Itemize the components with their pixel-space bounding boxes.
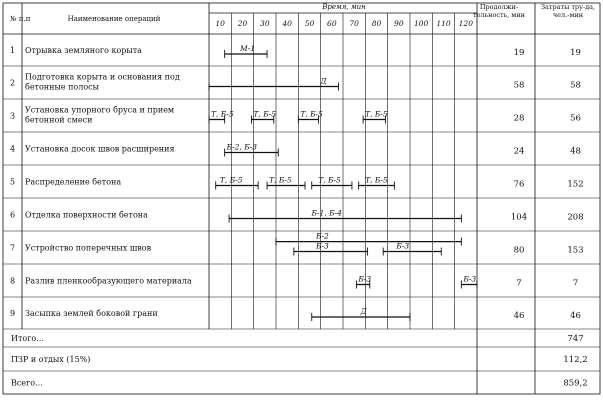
labor-value: 7	[572, 278, 579, 289]
duration-value: 76	[513, 179, 525, 190]
operation-name-line: Подготовка корыта и основания под	[25, 72, 180, 82]
totals-row	[11, 379, 588, 389]
operation-name: Отрывка земляного корыта	[25, 46, 142, 55]
table-row	[10, 143, 581, 157]
col-time-header: Время, мин	[322, 3, 366, 11]
time-tick-label: 100	[414, 19, 429, 28]
table-row	[10, 176, 584, 190]
col-operation-header: Наименование операций	[67, 15, 161, 23]
crew-label: Т, Б-5	[318, 175, 341, 185]
duration-value: 104	[510, 212, 528, 223]
duration-value: 80	[513, 245, 525, 256]
crew-label: М-1	[240, 44, 256, 53]
crew-label: Б-3	[463, 274, 477, 284]
time-tick-label: 110	[436, 19, 451, 28]
table-row	[10, 209, 584, 223]
totals-labor: 859,2	[563, 378, 588, 389]
crew-label: Д	[320, 76, 327, 86]
table-row	[10, 73, 581, 92]
operation-name: Засыпка землей боковой грани	[25, 309, 158, 318]
crew-label: Т, Б-5	[219, 175, 243, 185]
totals-label: Всего...	[11, 378, 43, 388]
time-tick-label: 70	[349, 19, 359, 28]
labor-value: 19	[570, 48, 581, 58]
time-tick-label: 40	[282, 19, 292, 28]
table-totals	[11, 334, 588, 389]
labor-value: 46	[570, 311, 581, 321]
crew-label: Т, Б-5	[300, 109, 323, 119]
row-number: 6	[9, 210, 16, 220]
time-tick-label: 80	[371, 19, 382, 28]
time-axis-ticks	[215, 13, 473, 329]
table-row	[10, 232, 584, 256]
crew-label: Т, Б-5	[365, 175, 388, 185]
row-number: 2	[9, 78, 16, 88]
duration-value: 19	[513, 48, 525, 58]
row-number: 4	[9, 144, 16, 154]
time-tick-label: 60	[327, 19, 337, 28]
totals-label: Итого...	[11, 334, 44, 343]
table-row	[10, 44, 581, 58]
table-grid	[3, 3, 600, 394]
labor-value: 152	[567, 179, 584, 190]
table-row	[10, 106, 581, 125]
duration-value: 46	[513, 311, 525, 321]
col-number-header: № п.п	[10, 15, 31, 23]
operation-name: Распределение бетона	[25, 177, 122, 187]
crew-label: Т, Б-5	[211, 109, 234, 119]
totals-label: ПЗР и отдых (15%)	[11, 355, 91, 364]
labor-value: 58	[570, 80, 581, 91]
totals-labor: 112,2	[563, 355, 588, 365]
row-number: 5	[9, 177, 16, 187]
table-body	[10, 44, 584, 321]
crew-label: Т, Б-5	[365, 109, 388, 119]
time-tick-label: 50	[304, 19, 315, 28]
time-tick-label: 120	[458, 19, 473, 28]
crew-label: Б-2	[315, 231, 329, 241]
row-number: 7	[9, 243, 16, 253]
operation-name: Отделка поверхности бетона	[25, 210, 148, 220]
time-tick-label: 20	[237, 19, 248, 28]
labor-value: 48	[570, 146, 581, 157]
duration-value: 58	[513, 80, 525, 91]
col-labor-header: Затраты тру-да, чел.-мин	[540, 3, 596, 19]
duration-value: 24	[513, 146, 525, 157]
table-row	[10, 275, 578, 289]
labor-value: 56	[570, 113, 581, 124]
time-tick-label: 10	[215, 19, 225, 28]
operation-name-line: бетонной смеси	[25, 115, 93, 125]
duration-value: 7	[516, 278, 522, 289]
operation-name: Устройство поперечных швов	[25, 243, 152, 253]
totals-row	[11, 355, 588, 365]
crew-label: Б-3	[358, 274, 372, 284]
time-tick-label: 90	[394, 19, 404, 28]
labor-value: 208	[567, 212, 584, 223]
row-number: 1	[9, 46, 16, 55]
time-tick-label: 30	[260, 19, 270, 28]
row-number: 3	[9, 111, 16, 121]
operation-name-line: Установка упорного бруса и прием	[25, 105, 175, 115]
crew-label: Б-3	[396, 241, 410, 251]
table-header	[10, 3, 600, 33]
operation-name: Установка досок швов расширения	[25, 144, 175, 154]
operation-name: Разлив пленкообразующего материала	[25, 276, 192, 286]
crew-label: Б-1, Б-4	[311, 208, 342, 218]
crew-label: Д	[360, 307, 367, 316]
table-row	[10, 307, 581, 321]
duration-value: 28	[513, 113, 525, 124]
totals-labor: 747	[567, 334, 584, 344]
crew-label: Б-2, Б-3	[226, 142, 258, 152]
col-duration-header: Продолжи-тельность, мин	[473, 3, 525, 19]
totals-row	[11, 334, 584, 344]
labor-value: 153	[567, 245, 584, 256]
crew-label: Т, Б-5	[269, 175, 292, 185]
operation-name-line: бетонные полосы	[25, 82, 99, 92]
row-number: 9	[9, 309, 16, 318]
crew-label: Т, Б-5	[253, 109, 277, 119]
crew-label: Б-3	[315, 241, 329, 251]
table-border	[3, 3, 600, 394]
row-number: 8	[9, 276, 16, 286]
